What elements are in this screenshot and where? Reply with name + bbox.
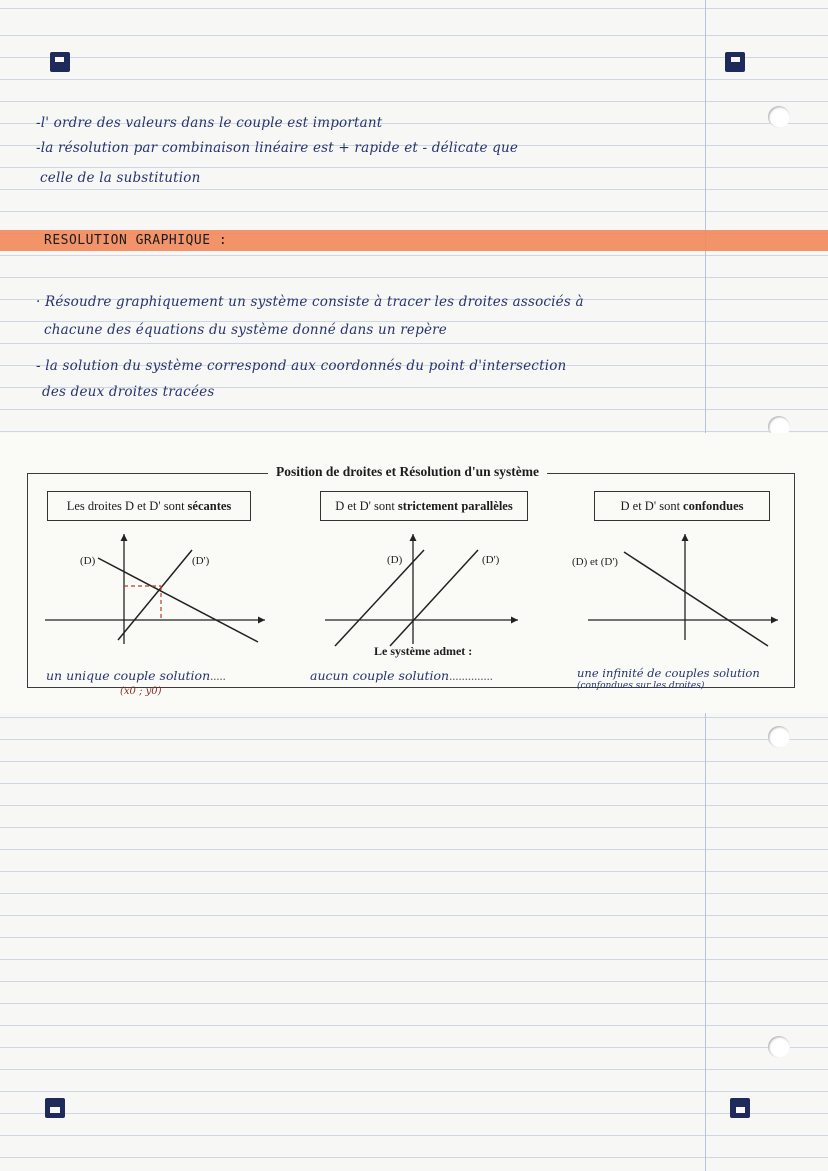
section-line: chacune des équations du système donné dans un repère	[44, 322, 447, 338]
line-label-d-prime: (D')	[192, 555, 210, 567]
figure-title: Position de droites et Résolution d'un système	[268, 464, 547, 480]
line-label-d-d-prime: (D) et (D')	[572, 556, 618, 568]
punch-hole	[768, 106, 790, 128]
panel-label-prefix: D et D' sont	[620, 498, 681, 513]
section-line: - la solution du système correspond aux coordonnés du point d'intersection	[36, 358, 567, 374]
line-d-prime	[118, 550, 192, 640]
y-axis-arrow-icon	[121, 534, 128, 541]
plot-paralleles	[320, 528, 530, 648]
line-d-and-d-prime	[624, 552, 768, 646]
answer-note-x0y0: (x0 ; y0)	[120, 686, 162, 697]
line-label-d-prime: (D')	[482, 554, 500, 566]
corner-marker-icon	[45, 1098, 65, 1118]
corner-marker-icon	[50, 52, 70, 72]
note-line: -l' ordre des valeurs dans le couple est important	[36, 115, 383, 131]
section-heading: RESOLUTION GRAPHIQUE :	[44, 233, 228, 248]
answer-paralleles: aucun couple solution..............	[310, 668, 493, 683]
plot-secantes	[40, 528, 270, 648]
panel-label-prefix: D et D' sont	[335, 498, 395, 513]
x-axis-arrow-icon	[511, 617, 518, 624]
punch-hole	[768, 1036, 790, 1058]
x-axis-arrow-icon	[771, 617, 778, 624]
line-d	[335, 550, 424, 646]
section-line: des deux droites tracées	[42, 384, 215, 400]
section-line: · Résoudre graphiquement un système consiste à tracer les droites associés à	[36, 294, 584, 310]
line-label-d: (D)	[387, 554, 403, 566]
line-label-d: (D)	[80, 555, 96, 567]
panel-label-bold: sécantes	[187, 498, 232, 513]
note-line: celle de la substitution	[40, 170, 201, 186]
x-axis-arrow-icon	[258, 617, 265, 624]
panel-label-confondues	[594, 491, 770, 521]
y-axis-arrow-icon	[410, 534, 417, 541]
panel-label-prefix: Les droites D et D' sont	[66, 498, 185, 513]
line-d	[98, 558, 258, 642]
panel-label-paralleles	[320, 491, 528, 521]
panel-label-secantes	[47, 491, 251, 521]
answer-note-confondues: (confondues sur les droites)	[577, 681, 705, 691]
line-d-prime	[390, 550, 478, 646]
panel-label-bold: strictement parallèles	[397, 498, 513, 513]
plot-confondues	[568, 528, 788, 648]
note-line: -la résolution par combinaison linéaire est + rapide et - délicate que	[36, 140, 519, 156]
system-admet-label: Le système admet :	[374, 644, 473, 658]
corner-marker-icon	[725, 52, 745, 72]
answer-confondues: une infinité de couples solution	[577, 666, 760, 680]
y-axis-arrow-icon	[682, 534, 689, 541]
punch-hole	[768, 726, 790, 748]
corner-marker-icon	[730, 1098, 750, 1118]
answer-secantes: un unique couple solution.....	[46, 668, 226, 683]
panel-label-bold: confondues	[683, 498, 744, 513]
